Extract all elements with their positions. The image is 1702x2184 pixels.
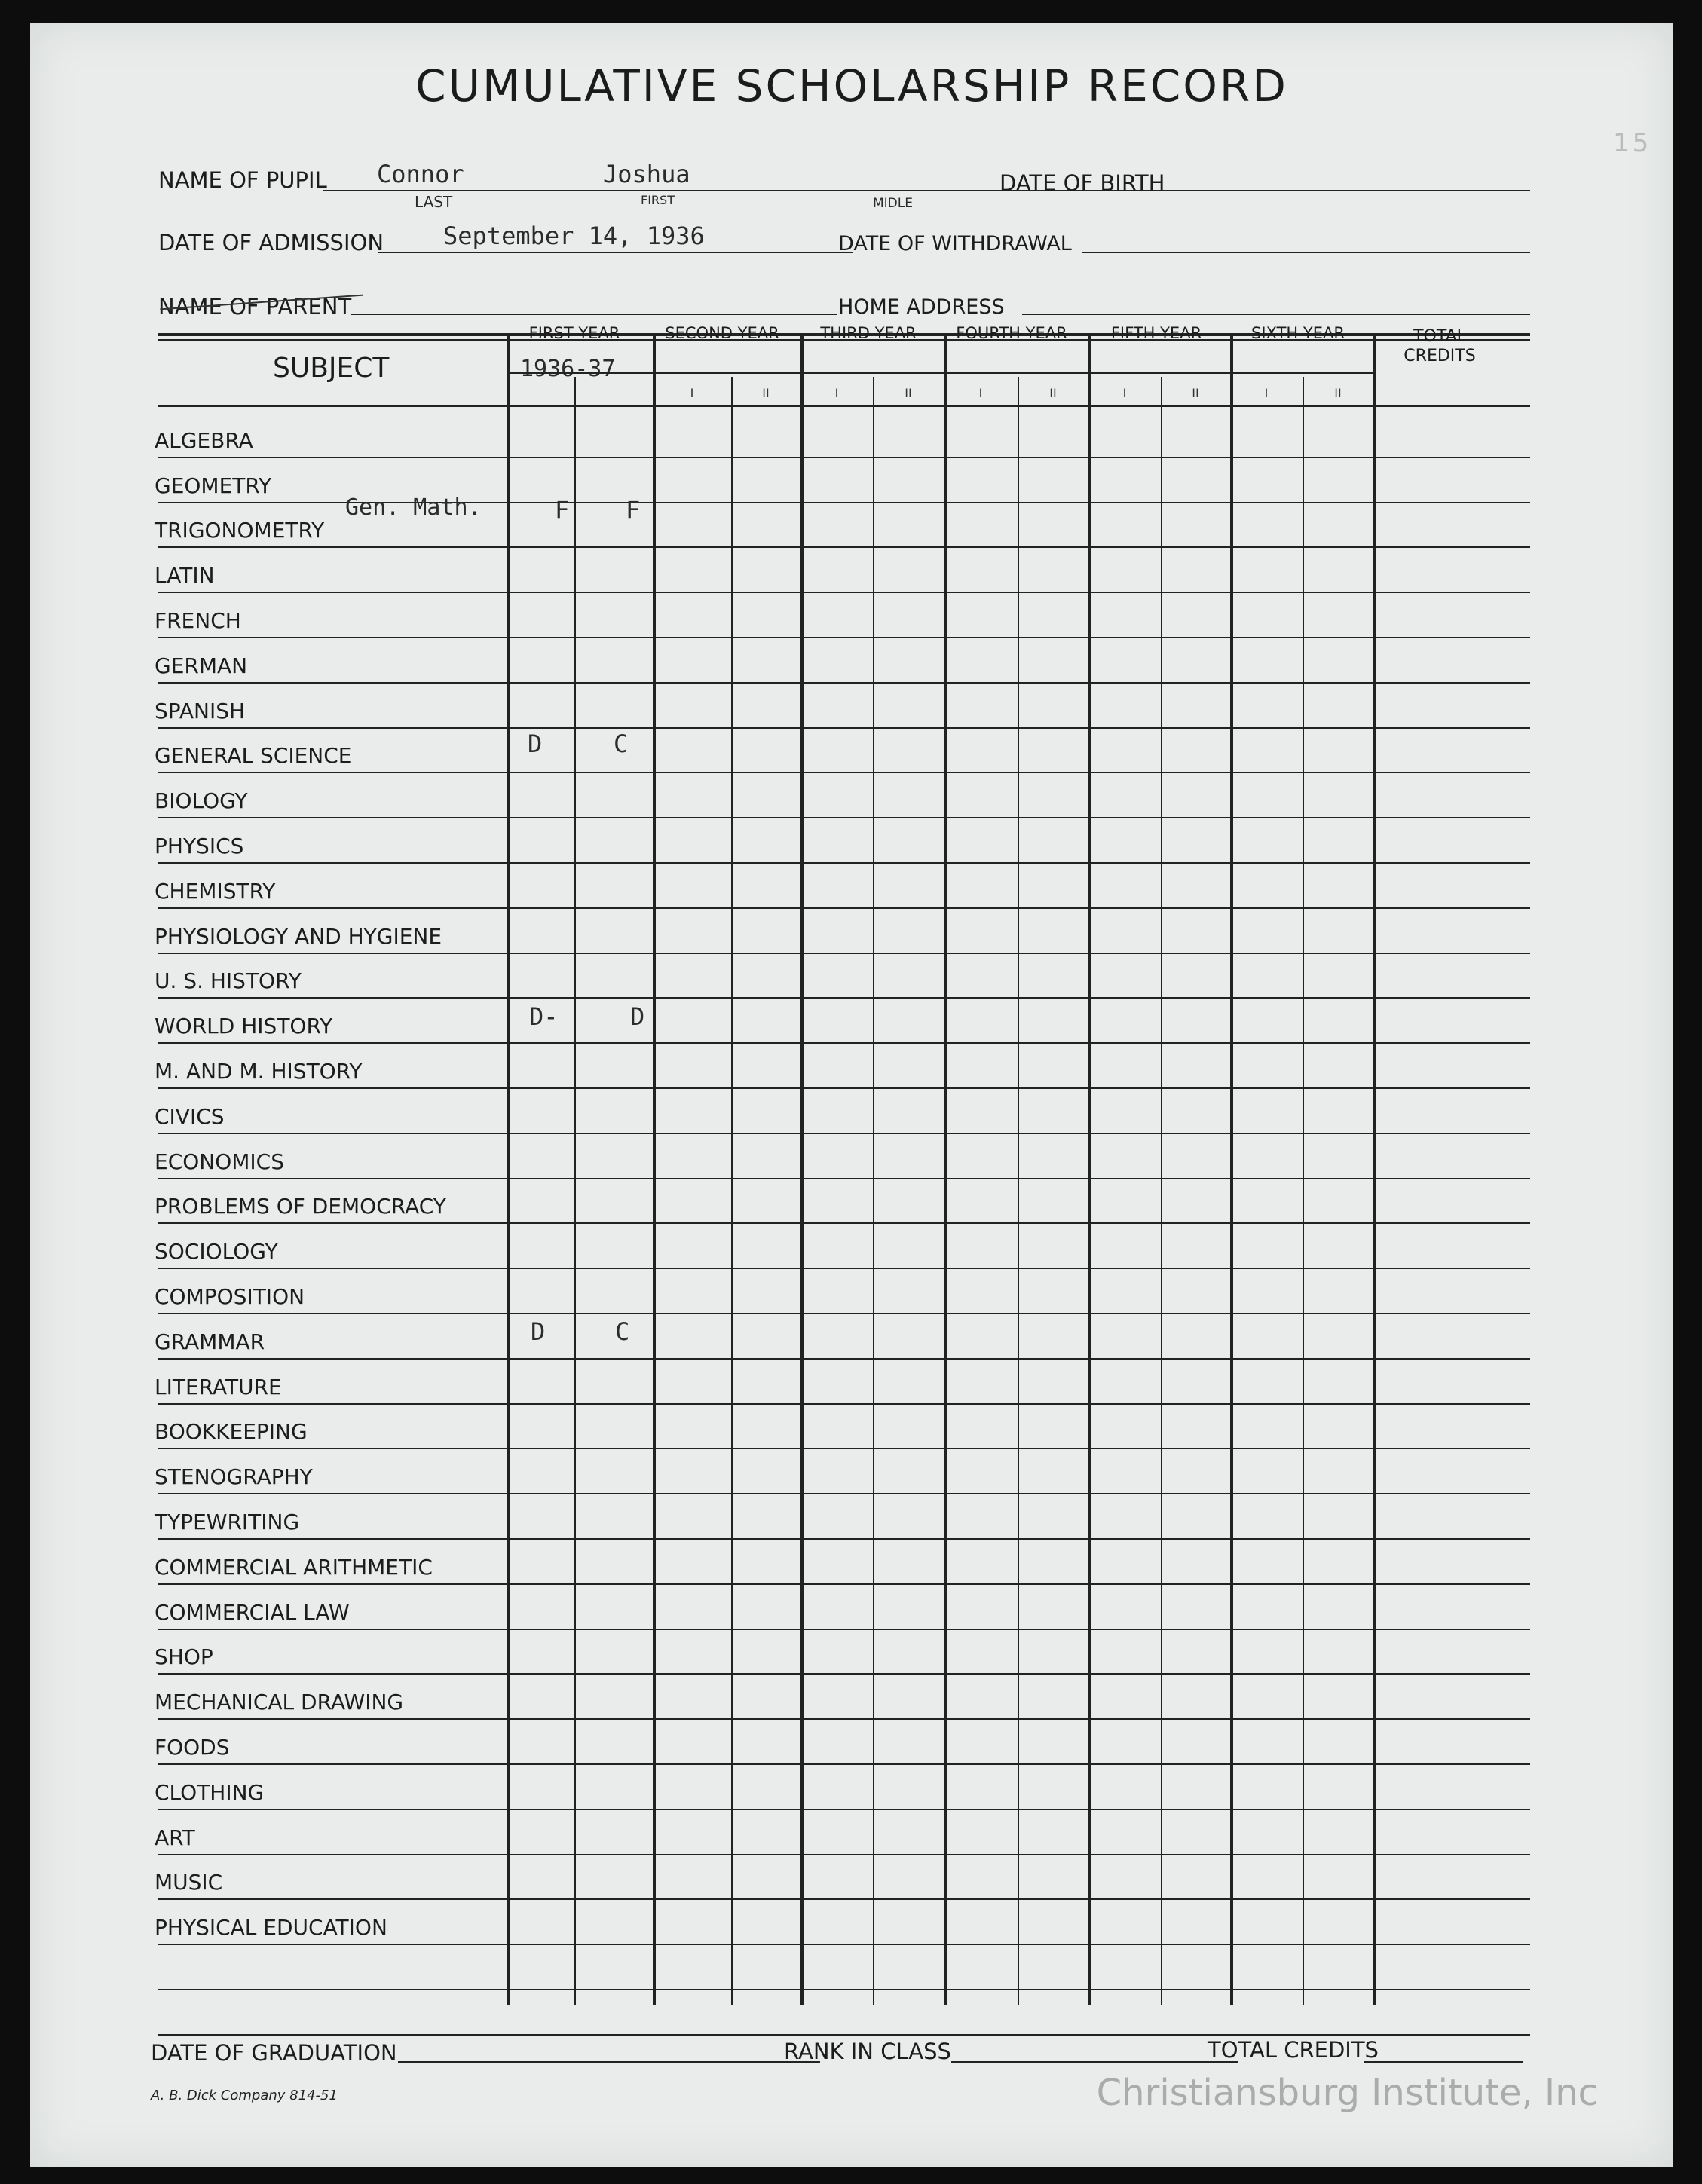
row-line [158, 1358, 1530, 1360]
row-line [158, 862, 1530, 864]
general-science-grade-1: D [528, 730, 543, 758]
row-line [158, 637, 1530, 638]
admission-date-value: September 14, 1936 [443, 222, 705, 250]
subject-label: COMPOSITION [155, 1284, 305, 1309]
row-line [158, 1989, 1530, 1990]
row-line [158, 1538, 1530, 1540]
date-of-withdrawal-line [1082, 252, 1530, 253]
rank-in-class-line [951, 2061, 1238, 2063]
subject-label: GEOMETRY [155, 473, 272, 498]
last-caption: LAST [415, 193, 453, 211]
row-line [158, 1673, 1530, 1675]
year-divider-2 [653, 333, 656, 2005]
semester-divider-3 [873, 377, 874, 2005]
row-line [158, 1718, 1530, 1720]
row-line [158, 1944, 1530, 1945]
subject-label: COMMERCIAL ARITHMETIC [155, 1555, 433, 1580]
subject-label: U. S. HISTORY [155, 968, 302, 993]
year-header-4: FOURTH YEAR [956, 324, 1067, 342]
row-line [158, 1763, 1530, 1765]
row-line [158, 457, 1530, 458]
semester-label: I [834, 386, 839, 400]
subject-label: LITERATURE [155, 1375, 282, 1399]
row-line [158, 1493, 1530, 1494]
year-header-6: SIXTH YEAR [1251, 324, 1345, 342]
subject-label: SPANISH [155, 699, 246, 723]
year-divider-1 [507, 333, 510, 2005]
row-line [158, 1448, 1530, 1449]
home-address-line [1022, 314, 1530, 315]
subject-label: TRIGONOMETRY [155, 518, 325, 543]
row-line [158, 682, 1530, 684]
semester-divider-5 [1161, 377, 1162, 2005]
subject-label: ART [155, 1825, 195, 1850]
row-line [158, 2034, 1530, 2036]
subject-label: PHYSICAL EDUCATION [155, 1915, 387, 1940]
name-of-parent-line [351, 314, 837, 315]
general-science-grade-2: C [614, 730, 629, 758]
year-divider-3 [800, 333, 804, 2005]
subject-label: GENERAL SCIENCE [155, 743, 352, 768]
year-divider-5 [1088, 333, 1091, 2005]
row-line [158, 1583, 1530, 1585]
home-address-label: HOME ADDRESS [838, 295, 1005, 319]
grammar-grade-1: D [531, 1317, 546, 1346]
year-divider-6 [1230, 333, 1233, 2005]
pupil-last-name: Connor [377, 160, 464, 188]
date-of-birth-label: DATE OF BIRTH [999, 170, 1165, 196]
world-history-grade-2: D [630, 1002, 645, 1031]
semester-label: I [690, 386, 694, 400]
subject-label: ECONOMICS [155, 1149, 285, 1174]
row-line [158, 1854, 1530, 1855]
subject-label: COMMERCIAL LAW [155, 1600, 350, 1625]
year-header-underline [507, 372, 1373, 374]
date-of-admission-line [378, 252, 853, 253]
year-header-1: FIRST YEAR [528, 324, 620, 342]
subject-label: FOODS [155, 1735, 230, 1760]
semester-label: I [978, 386, 983, 400]
subject-label: BOOKKEEPING [155, 1419, 308, 1444]
trig-annotation: Gen. Math. [345, 494, 482, 521]
total-credits-divider [1373, 333, 1376, 2005]
total-credits-header: TOTAL CREDITS [1404, 327, 1476, 366]
semester-divider-6 [1303, 377, 1304, 2005]
row-line [158, 907, 1530, 909]
row-line [158, 1809, 1530, 1810]
rank-in-class-label: RANK IN CLASS [784, 2039, 951, 2064]
corner-mark: 15 [1613, 128, 1652, 158]
semester-divider-2 [731, 377, 733, 2005]
date-of-admission-label: DATE OF ADMISSION [158, 230, 384, 255]
year-header-2: SECOND YEAR [665, 324, 779, 342]
total-credits-line [1364, 2061, 1523, 2063]
header-bottom-line [158, 405, 1530, 407]
row-line [158, 1133, 1530, 1134]
date-of-graduation-line [398, 2061, 820, 2063]
row-line [158, 1313, 1530, 1314]
subject-label: GRAMMAR [155, 1329, 265, 1354]
gen-math-grade-1: F [555, 496, 570, 525]
row-line [158, 817, 1530, 818]
date-of-withdrawal-label: DATE OF WITHDRAWAL [838, 232, 1072, 255]
subject-label: TYPEWRITING [155, 1510, 300, 1534]
publisher-imprint: A. B. Dick Company 814-51 [151, 2088, 338, 2103]
semester-label: I [1122, 386, 1127, 400]
world-history-grade-1: D- [529, 1002, 559, 1031]
pupil-first-name: Joshua [603, 160, 690, 188]
semester-label: I [1264, 386, 1269, 400]
semester-label: II [1049, 386, 1057, 400]
row-line [158, 1898, 1530, 1900]
year-divider-4 [944, 333, 947, 2005]
grammar-grade-2: C [615, 1317, 630, 1346]
subject-label: CLOTHING [155, 1780, 265, 1805]
watermark: Christiansburg Institute, Inc [1096, 2072, 1598, 2114]
subject-label: WORLD HISTORY [155, 1014, 333, 1038]
page-title: CUMULATIVE SCHOLARSHIP RECORD [415, 60, 1288, 112]
subject-label: SOCIOLOGY [155, 1239, 278, 1264]
row-line [158, 727, 1530, 729]
subject-label: M. AND M. HISTORY [155, 1059, 363, 1084]
subject-label: ALGEBRA [155, 428, 253, 453]
subject-label: PHYSICS [155, 834, 244, 858]
row-line [158, 997, 1530, 999]
semester-label: II [1334, 386, 1342, 400]
date-of-birth-line [1153, 190, 1530, 191]
name-of-parent-label: NAME OF PARENT [158, 294, 352, 320]
semester-label: II [762, 386, 770, 400]
subject-label: CHEMISTRY [155, 879, 276, 904]
date-of-graduation-label: DATE OF GRADUATION [151, 2040, 397, 2066]
subject-label: GERMAN [155, 653, 248, 678]
subject-label: MECHANICAL DRAWING [155, 1690, 404, 1714]
first-year-school-year: 1936-37 [520, 356, 616, 382]
name-of-pupil-label: NAME OF PUPIL [158, 167, 327, 193]
row-line [158, 1268, 1530, 1269]
subject-label: LATIN [155, 563, 215, 588]
record-sheet [30, 23, 1673, 2167]
subject-label: PROBLEMS OF DEMOCRACY [155, 1194, 446, 1219]
subject-label: CIVICS [155, 1104, 225, 1129]
row-line [158, 953, 1530, 954]
semester-divider-1 [574, 377, 576, 2005]
subject-label: MUSIC [155, 1870, 223, 1895]
row-line [158, 1222, 1530, 1224]
row-line [158, 592, 1530, 593]
subject-header: SUBJECT [273, 353, 390, 384]
row-line [158, 1178, 1530, 1179]
first-caption: FIRST [641, 193, 675, 207]
row-line [158, 772, 1530, 773]
subject-label: FRENCH [155, 608, 241, 633]
subject-label: SHOP [155, 1644, 213, 1669]
row-line [158, 1403, 1530, 1405]
row-line [158, 1629, 1530, 1630]
year-header-5: FIFTH YEAR [1110, 324, 1202, 342]
gen-math-grade-2: F [626, 496, 641, 525]
semester-label: II [905, 386, 912, 400]
subject-label: BIOLOGY [155, 788, 248, 813]
row-line [158, 1042, 1530, 1044]
subject-label: PHYSIOLOGY AND HYGIENE [155, 924, 442, 949]
middle-caption: MIDLE [873, 196, 913, 211]
semester-label: II [1192, 386, 1199, 400]
total-credits-label: TOTAL CREDITS [1208, 2037, 1379, 2063]
row-line [158, 546, 1530, 548]
subject-label: STENOGRAPHY [155, 1464, 313, 1489]
row-line [158, 1087, 1530, 1089]
year-header-3: THIRD YEAR [820, 324, 917, 342]
semester-divider-4 [1018, 377, 1019, 2005]
